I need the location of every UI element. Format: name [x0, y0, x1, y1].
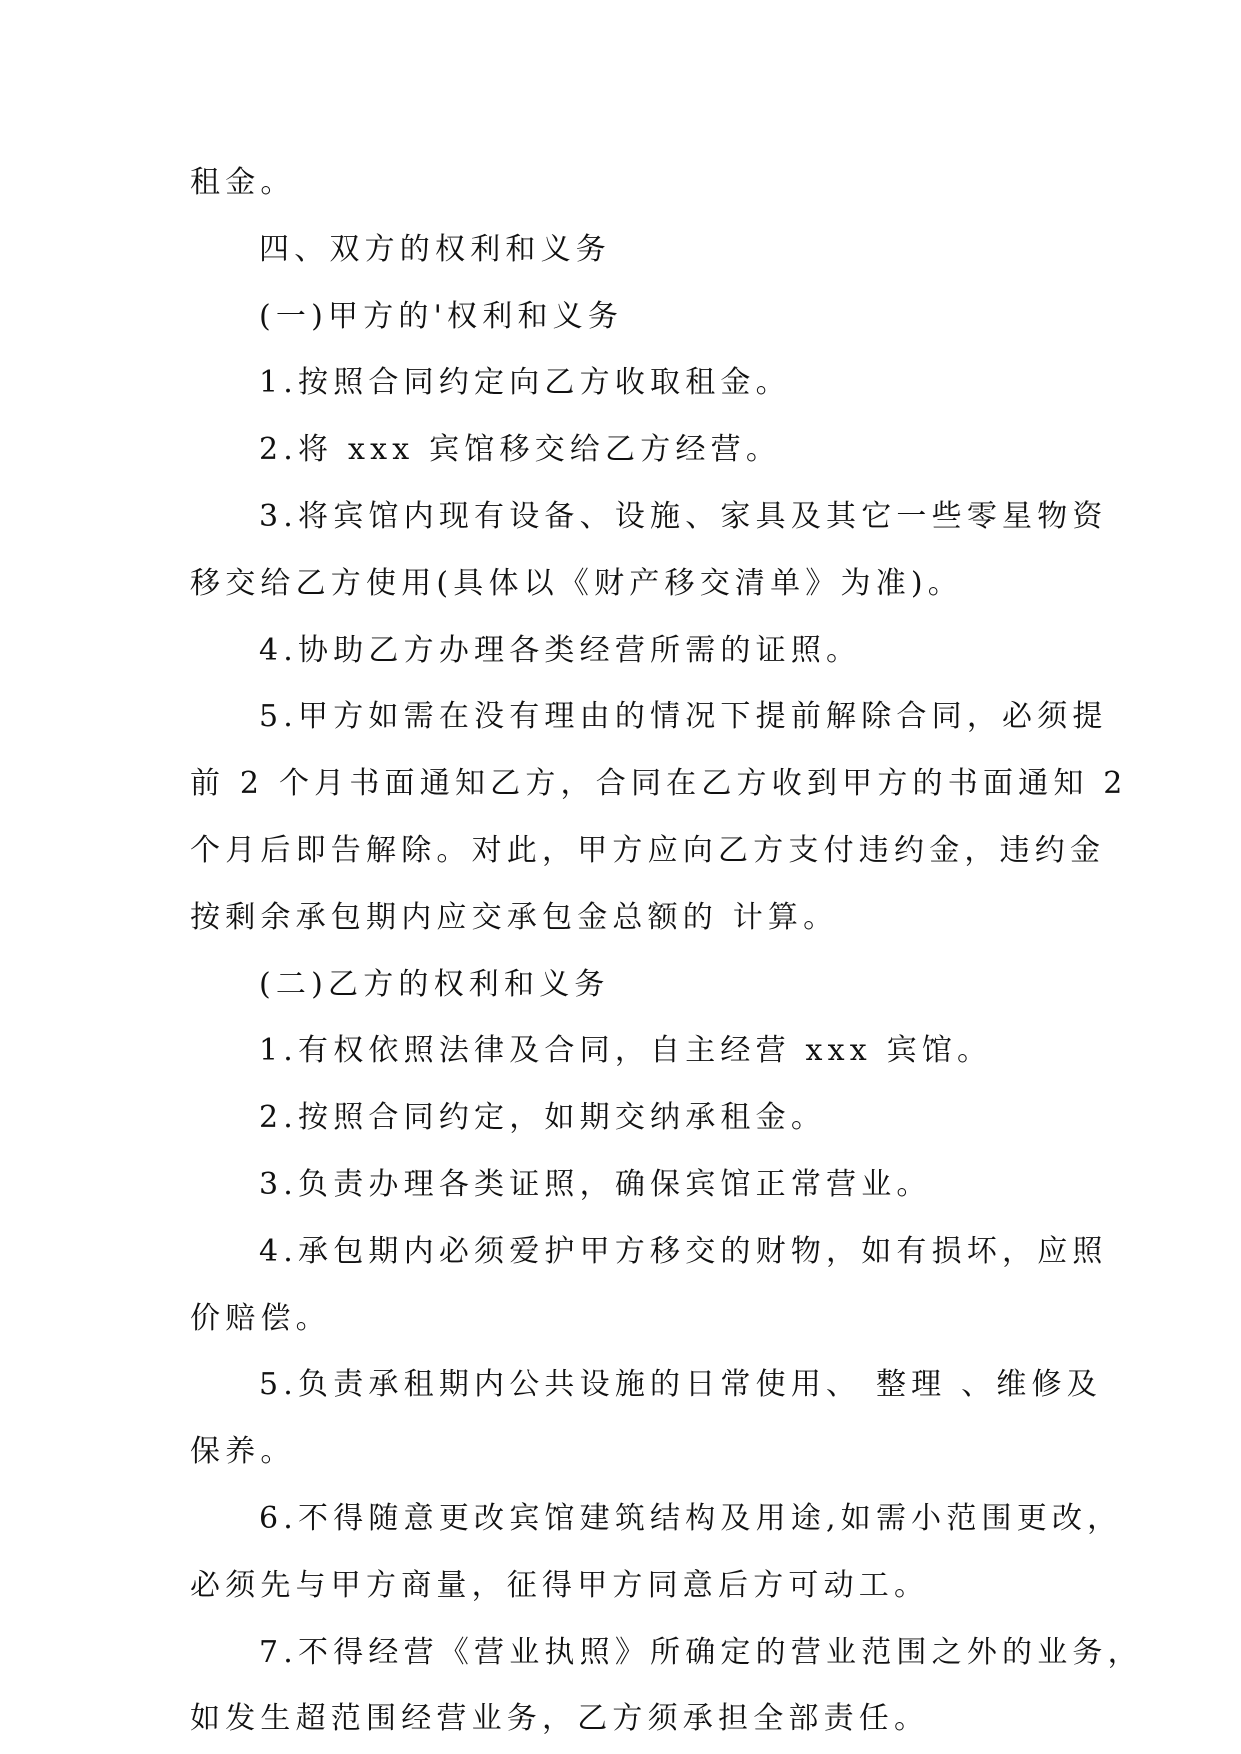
paragraph-line: 价赔偿。: [190, 1300, 331, 1336]
paragraph-line: 保养。: [190, 1434, 296, 1470]
paragraph-line: 按剩余承包期内应交承包金总额的 计算。: [190, 899, 839, 935]
paragraph-line: 如发生超范围经营业务，乙方须承担全部责任。: [190, 1701, 930, 1737]
paragraph-line: 6.不得随意更改宾馆建筑结构及用途,如需小范围更改，: [259, 1500, 1123, 1536]
subsection-heading: (二)乙方的权利和义务: [259, 966, 610, 1002]
document-page: [190, 150, 1143, 1753]
paragraph-line: 1.有权依照法律及合同，自主经营 xxx 宾馆。: [259, 1033, 993, 1069]
paragraph-line: 2.将 xxx 宾馆移交给乙方经营。: [259, 432, 782, 468]
subsection-heading: (一)甲方的'权利和义务: [259, 298, 624, 334]
paragraph-line: 4.协助乙方办理各类经营所需的证照。: [259, 632, 862, 668]
paragraph-line: 5.负责承租期内公共设施的日常使用、 整理 、维修及: [259, 1367, 1102, 1403]
paragraph-line: 5.甲方如需在没有理由的情况下提前解除合同，必须提: [259, 699, 1108, 735]
paragraph-line: 2.按照合同约定，如期交纳承租金。: [259, 1100, 827, 1136]
paragraph-line: 1.按照合同约定向乙方收取租金。: [259, 365, 791, 401]
paragraph-line: 3.负责办理各类证照，确保宾馆正常营业。: [259, 1166, 932, 1202]
section-heading: 四、双方的权利和义务: [259, 231, 611, 267]
paragraph-line: 个月后即告解除。对此，甲方应向乙方支付违约金，违约金: [190, 832, 1106, 868]
paragraph-line: 3.将宾馆内现有设备、设施、家具及其它一些零星物资: [259, 498, 1108, 534]
paragraph-line: 4.承包期内必须爱护甲方移交的财物，如有损坏，应照: [259, 1233, 1108, 1269]
paragraph-line: 移交给乙方使用(具体以《财产移交清单》为准)。: [190, 565, 964, 601]
paragraph-line: 7.不得经营《营业执照》所确定的营业范围之外的业务，: [259, 1634, 1143, 1670]
paragraph-line: 租金。: [190, 165, 296, 200]
paragraph-line: 前 2 个月书面通知乙方，合同在乙方收到甲方的书面通知 2: [190, 766, 1128, 802]
paragraph-line: 必须先与甲方商量，征得甲方同意后方可动工。: [190, 1567, 930, 1603]
